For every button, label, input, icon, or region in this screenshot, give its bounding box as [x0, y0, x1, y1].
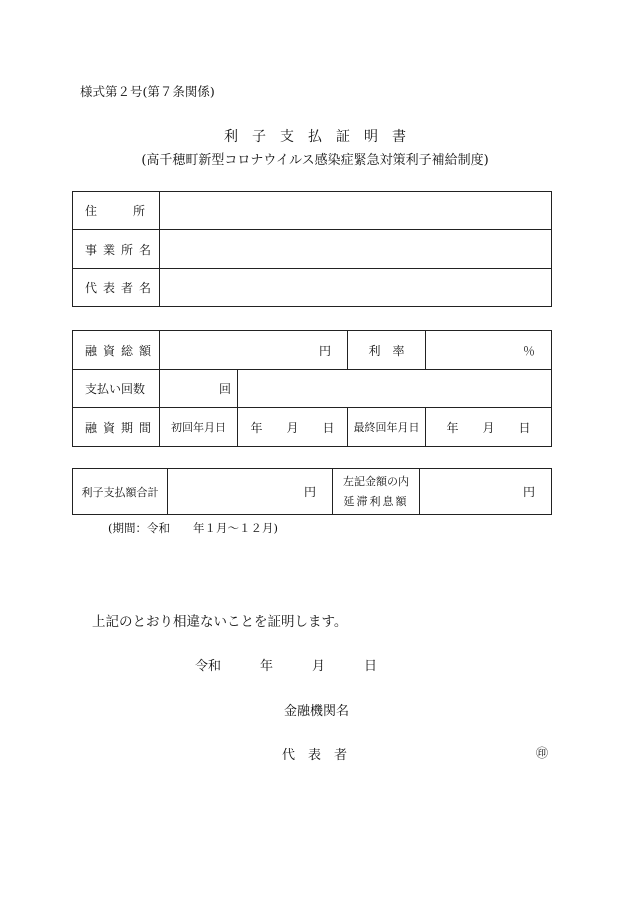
representative-field[interactable] — [160, 269, 552, 307]
applicant-table — [72, 191, 552, 307]
document-subtitle: (高千穂町新型コロナウイルス感染症緊急対策利子補給制度) — [141, 153, 489, 168]
certification-statement: 上記のとおり相違ないことを証明します。 — [92, 614, 348, 630]
payment-count-blank — [238, 370, 552, 408]
representative-row — [73, 269, 552, 307]
loan-total-row — [73, 331, 552, 370]
loan-total-field[interactable]: 円 — [160, 331, 348, 370]
loan-period-row — [73, 408, 552, 447]
interest-total-field[interactable]: 円 — [168, 469, 333, 515]
overdue-interest-label — [333, 469, 420, 515]
representative-label: 代表者名 — [73, 269, 160, 307]
institution-name-label: 金融機関名 — [284, 704, 350, 719]
period-note: (期間：令和 年１月～１２月) — [108, 521, 278, 535]
interest-rate-field[interactable]: ％ — [426, 331, 552, 370]
interest-total-label: 利子支払額合計 — [73, 469, 168, 515]
interest-rate-label: 利 率 — [348, 331, 426, 370]
seal-mark-icon: ㊞ — [536, 746, 549, 760]
address-row — [73, 192, 552, 230]
loan-total-label: 融資総額 — [73, 331, 160, 370]
first-date-field[interactable]: 年 月 日 — [238, 408, 348, 447]
payment-count-row — [73, 370, 552, 408]
form-number: 様式第２号(第７条関係) — [80, 84, 215, 99]
payment-count-label: 支払い回数 — [73, 370, 160, 408]
first-date-label: 初回年月日 — [160, 408, 238, 447]
office-row — [73, 230, 552, 269]
interest-row — [73, 469, 552, 515]
institution-representative-label: 代 表 者 — [282, 748, 348, 763]
loan-period-label: 融資期間 — [73, 408, 160, 447]
overdue-label-line1: 左記金額の内 — [343, 474, 409, 488]
loan-table — [72, 330, 552, 447]
interest-table — [72, 468, 552, 515]
address-field[interactable] — [160, 192, 552, 230]
address-label: 住 所 — [73, 192, 160, 230]
last-date-label: 最終回年月日 — [348, 408, 426, 447]
last-date-field[interactable]: 年 月 日 — [426, 408, 552, 447]
office-name-label: 事業所名 — [73, 230, 160, 269]
overdue-interest-field[interactable]: 円 — [420, 469, 552, 515]
overdue-label-line2: 延滞利息額 — [343, 494, 409, 508]
certification-date[interactable]: 令和 年 月 日 — [195, 659, 378, 674]
document-title: 利 子 支 払 証 明 書 — [224, 129, 406, 145]
payment-count-field[interactable]: 回 — [160, 370, 238, 408]
office-name-field[interactable] — [160, 230, 552, 269]
